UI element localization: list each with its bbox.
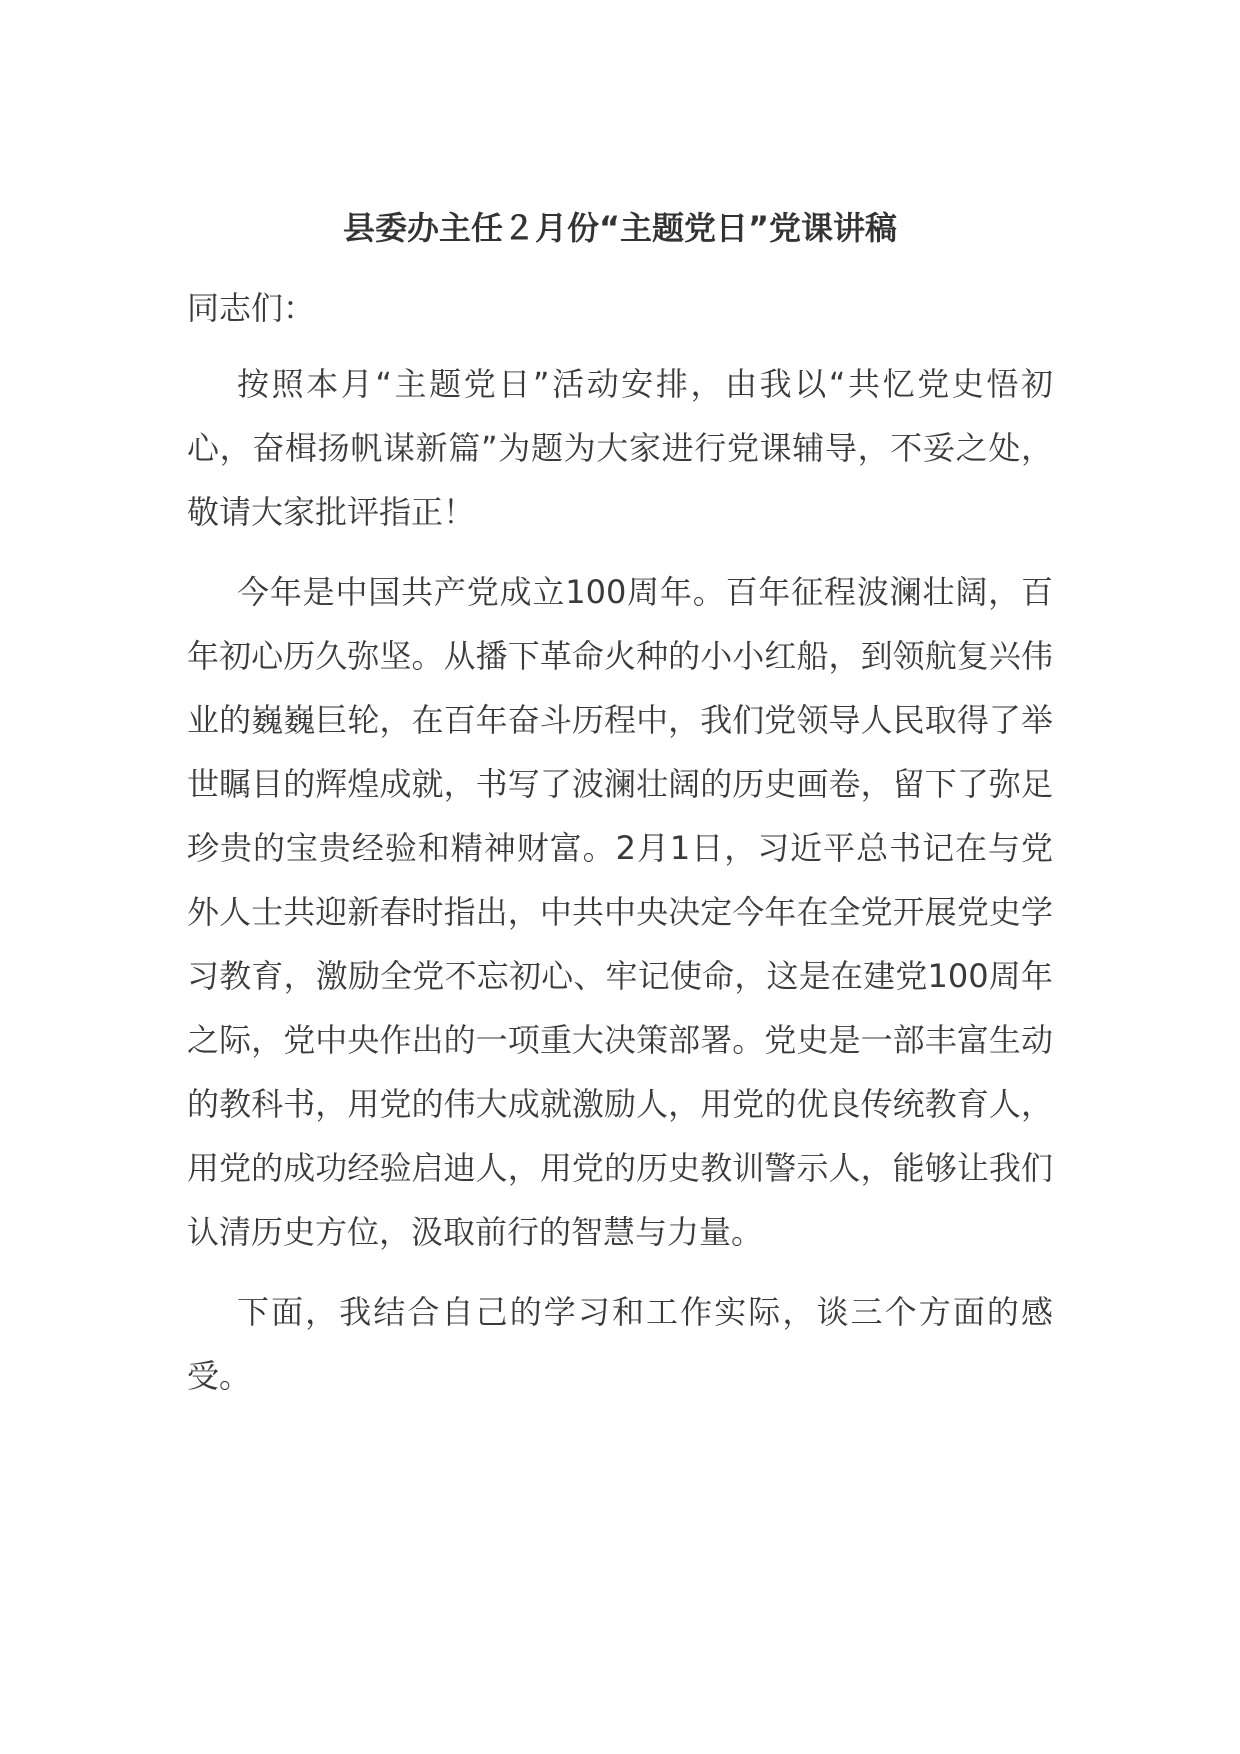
- paragraph-party-history: 今年是中国共产党成立100周年。百年征程波澜壮阔，百年初心历久弥坚。从播下革命火种的小小红船，到领航复兴伟业的巍巍巨轮，在百年奋斗历程中，我们党领导人民取得了举世瞩目的辉煌成就，书写了波澜壮阔的历史画卷，留下了弥足珍贵的宝贵经验和精神财富。2月1日，习近平总书记在与党外人士共迎新春时指出，中共中央决定今年在全党开展党史学习教育，激励全党不忘初心、牢记使命，这是在建党100周年之际，党中央作出的一项重大决策部署。党史是一部丰富生动的教科书，用党的伟大成就激励人，用党的优良传统教育人，用党的成功经验启迪人，用党的历史教训警示人，能够让我们认清历史方位，汲取前行的智慧与力量。: [187, 573, 1053, 1251]
- document-title: 县委办主任２月份“主题党日”党课讲稿: [342, 209, 898, 247]
- paragraph-intro: 按照本月“主题党日”活动安排，由我以“共忆党史悟初心，奋楫扬帆谋新篇”为题为大家进行党课辅导，不妥之处，敬请大家批评指正！: [187, 365, 1053, 531]
- document-body: [187, 200, 1053, 1424]
- paragraph-outline: 下面，我结合自己的学习和工作实际，谈三个方面的感受。: [187, 1293, 1053, 1395]
- salutation: 同志们：: [187, 289, 316, 327]
